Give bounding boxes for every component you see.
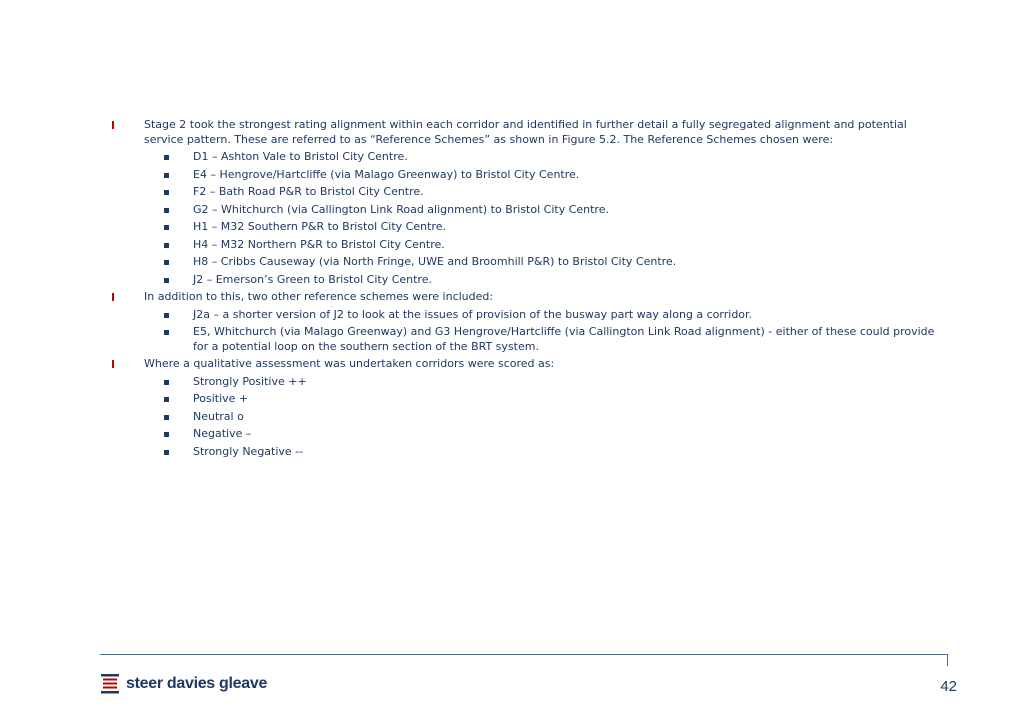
list-item-text: G2 – Whitchurch (via Callington Link Road alignment) to Bristol City Centre.: [193, 202, 609, 216]
list-item-text: J2a – a shorter version of J2 to look at the issues of provision of the busway part way along a corridor.: [193, 307, 753, 321]
list-item: [144, 392, 940, 407]
square-bullet-icon: [164, 173, 169, 178]
paragraph-text: Where a qualitative assessment was undertaken corridors were scored as:: [144, 357, 555, 370]
list-item: [144, 238, 940, 253]
list-item: [144, 325, 940, 354]
paragraph-stage-2: [110, 118, 940, 287]
red-bullet-icon: [112, 360, 114, 368]
list-item-text: H8 – Cribbs Causeway (via North Fringe, UWE and Broomhill P&R) to Bristol City Centre.: [193, 255, 677, 268]
list-item-text: Positive +: [193, 392, 249, 405]
footer-rule: [100, 654, 948, 655]
square-bullet-icon: [164, 415, 169, 420]
list-item: [144, 168, 940, 183]
square-bullet-icon: [164, 243, 169, 248]
additional-schemes-list: [144, 308, 940, 355]
page-number: 42: [940, 678, 957, 695]
list-item: [144, 427, 940, 442]
square-bullet-icon: [164, 260, 169, 265]
paragraph-text: In addition to this, two other reference schemes were included:: [144, 290, 494, 303]
list-item: [144, 375, 940, 390]
logo-mark-icon: [101, 674, 119, 694]
square-bullet-icon: [164, 278, 169, 283]
reference-schemes-list: [144, 150, 940, 287]
square-bullet-icon: [164, 208, 169, 213]
square-bullet-icon: [164, 330, 169, 335]
list-item: [144, 273, 940, 288]
red-bullet-icon: [112, 121, 114, 129]
list-item-text: E5, Whitchurch (via Malago Greenway) and G3 Hengrove/Hartcliffe (via Callington Link Road alignment) - either of these could provide for a potential loop on the southern section of the BRT system.: [193, 325, 935, 353]
scoring-list: [144, 375, 940, 460]
document-body: [110, 118, 940, 462]
square-bullet-icon: [164, 380, 169, 385]
company-logo: [101, 673, 267, 695]
square-bullet-icon: [164, 190, 169, 195]
list-item-text: Negative –: [193, 427, 252, 440]
list-item: [144, 445, 940, 460]
list-item: [144, 220, 940, 235]
square-bullet-icon: [164, 313, 169, 318]
logo-text: steer davies gleave: [126, 675, 268, 692]
square-bullet-icon: [164, 397, 169, 402]
list-item-text: Strongly Positive ++: [193, 374, 307, 388]
list-item: [144, 150, 940, 165]
list-item: [144, 410, 940, 425]
list-item-text: F2 – Bath Road P&R to Bristol City Centre.: [193, 185, 424, 198]
list-item: [144, 185, 940, 200]
paragraph-additional-schemes: [110, 290, 940, 354]
square-bullet-icon: [164, 155, 169, 160]
list-item-text: H4 – M32 Northern P&R to Bristol City Centre.: [193, 237, 445, 251]
footer-rule-tick: [947, 654, 948, 666]
list-item: [144, 255, 940, 270]
list-item: [144, 308, 940, 323]
list-item-text: D1 – Ashton Vale to Bristol City Centre.: [193, 150, 408, 163]
list-item-text: H1 – M32 Southern P&R to Bristol City Centre.: [193, 220, 446, 233]
red-bullet-icon: [112, 293, 114, 301]
list-item: [144, 203, 940, 218]
list-item-text: J2 – Emerson’s Green to Bristol City Centre.: [193, 272, 432, 286]
list-item-text: Neutral o: [193, 409, 244, 423]
paragraph-scoring: [110, 357, 940, 459]
square-bullet-icon: [164, 225, 169, 230]
list-item-text: E4 – Hengrove/Hartcliffe (via Malago Greenway) to Bristol City Centre.: [193, 167, 580, 181]
square-bullet-icon: [164, 450, 169, 455]
list-item-text: Strongly Negative --: [193, 444, 304, 458]
paragraph-text: Stage 2 took the strongest rating alignment within each corridor and identified in further detail a fully segregated alignment and potential service pattern. These are referred to as “Reference Schemes” as shown in Figure 5.2. The Reference Schemes chosen were:: [144, 118, 907, 146]
square-bullet-icon: [164, 432, 169, 437]
